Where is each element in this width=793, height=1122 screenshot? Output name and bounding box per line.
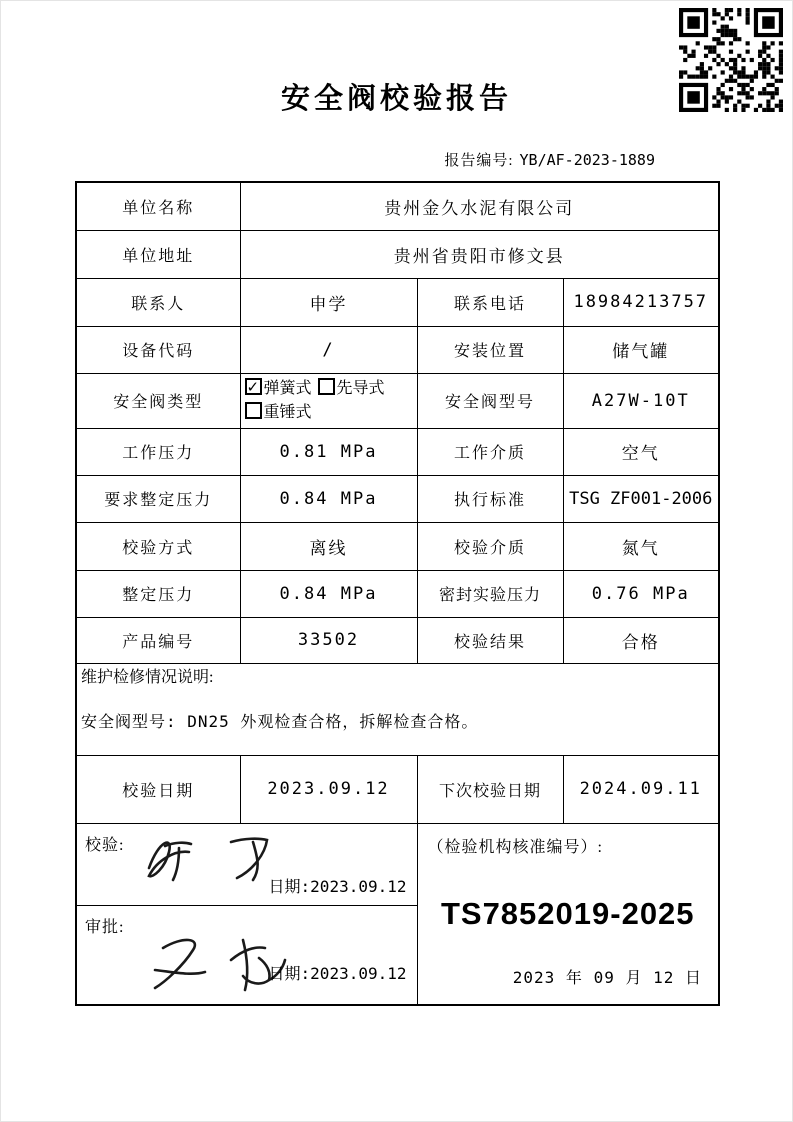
report-number-value: YB/AF-2023-1889 xyxy=(519,151,655,169)
table-row xyxy=(76,570,719,617)
field-value-valve-model: A27W-10T xyxy=(563,373,719,428)
verifier-signature-date xyxy=(269,874,407,897)
table-row xyxy=(76,663,719,755)
table-row xyxy=(76,428,719,475)
field-label-required-set-pressure: 要求整定压力 xyxy=(76,475,240,522)
field-value-working-medium: 空气 xyxy=(563,428,719,475)
table-row xyxy=(76,326,719,373)
checkbox-label: 先导式 xyxy=(336,379,385,397)
field-label-seal-test-pressure: 密封实验压力 xyxy=(417,570,563,617)
verifier-signature-cell xyxy=(76,823,417,905)
valve-type-options xyxy=(240,373,417,428)
field-value-contact-phone: 18984213757 xyxy=(563,278,719,326)
table-row xyxy=(76,823,719,905)
checkbox-label: 重锤式 xyxy=(263,403,312,421)
field-label-device-code: 设备代码 xyxy=(76,326,240,373)
checkbox-unchecked-icon xyxy=(245,402,262,419)
approver-signature-label: 审批: xyxy=(85,918,125,936)
field-value-set-pressure: 0.84 MPa xyxy=(240,570,417,617)
field-label-contact-phone: 联系电话 xyxy=(417,278,563,326)
field-value-install-position: 储气罐 xyxy=(563,326,719,373)
field-value-unit-name: 贵州金久水泥有限公司 xyxy=(240,182,719,230)
approver-signature-date xyxy=(269,961,407,984)
table-row xyxy=(76,182,719,230)
field-label-verification-date: 校验日期 xyxy=(76,755,240,823)
field-value-unit-address: 贵州省贵阳市修文县 xyxy=(240,230,719,278)
table-row xyxy=(76,755,719,823)
field-value-verification-date: 2023.09.12 xyxy=(240,755,417,823)
date-label: 日期: xyxy=(268,876,311,896)
field-label-next-verification-date: 下次校验日期 xyxy=(417,755,563,823)
table-row xyxy=(76,617,719,663)
field-label-contact-person: 联系人 xyxy=(76,278,240,326)
field-value-verification-method: 离线 xyxy=(240,522,417,570)
field-label-set-pressure: 整定压力 xyxy=(76,570,240,617)
field-label-working-pressure: 工作压力 xyxy=(76,428,240,475)
field-label-unit-address: 单位地址 xyxy=(76,230,240,278)
table-row xyxy=(76,373,719,428)
table-row xyxy=(76,522,719,570)
field-value-product-number: 33502 xyxy=(240,617,417,663)
field-value-verification-medium: 氮气 xyxy=(563,522,719,570)
field-value-next-verification-date: 2024.09.11 xyxy=(563,755,719,823)
field-value-required-set-pressure: 0.84 MPa xyxy=(240,475,417,522)
field-label-execution-standard: 执行标准 xyxy=(417,475,563,522)
field-value-seal-test-pressure: 0.76 MPa xyxy=(563,570,719,617)
table-row xyxy=(76,475,719,522)
field-label-verification-result: 校验结果 xyxy=(417,617,563,663)
verifier-signature-label: 校验: xyxy=(85,836,125,854)
field-label-valve-type: 安全阀类型 xyxy=(76,373,240,428)
field-label-verification-method: 校验方式 xyxy=(76,522,240,570)
approver-signature-cell xyxy=(76,905,417,1005)
field-label-verification-medium: 校验介质 xyxy=(417,522,563,570)
field-value-device-code: / xyxy=(240,326,417,373)
table-row xyxy=(76,230,719,278)
report-number-label: 报告编号: xyxy=(444,153,514,169)
field-value-working-pressure: 0.81 MPa xyxy=(240,428,417,475)
field-value-execution-standard: TSG ZF001-2006 xyxy=(563,475,719,522)
org-approval-cell xyxy=(417,823,719,1005)
checkbox-unchecked-icon xyxy=(318,378,335,395)
maintenance-notes-title: 维护检修情况说明: xyxy=(81,668,214,686)
field-label-product-number: 产品编号 xyxy=(76,617,240,663)
report-number xyxy=(444,149,655,170)
field-label-unit-name: 单位名称 xyxy=(76,182,240,230)
org-approval-label: （检验机构核准编号）: xyxy=(427,838,603,856)
checkbox-label: 弹簧式 xyxy=(263,379,312,397)
valve-type-option-2 xyxy=(245,401,312,425)
table-row xyxy=(76,278,719,326)
page-title: 安全阀校验报告 xyxy=(280,83,512,115)
date-value: 2023.09.12 xyxy=(310,876,407,896)
org-approval-number: TS7852019-2025 xyxy=(440,895,695,931)
maintenance-notes xyxy=(76,663,719,755)
maintenance-notes-content: 安全阀型号: DN25 外观检查合格，拆解检查合格。 xyxy=(81,711,479,731)
field-label-valve-model: 安全阀型号 xyxy=(417,373,563,428)
field-label-install-position: 安装位置 xyxy=(417,326,563,373)
valve-type-option-0 xyxy=(245,377,312,401)
org-approval-date: 2023 年 09 月 12 日 xyxy=(512,968,702,987)
field-value-verification-result: 合格 xyxy=(563,617,719,663)
report-table xyxy=(75,181,720,1006)
date-value: 2023.09.12 xyxy=(310,964,407,983)
field-value-contact-person: 申学 xyxy=(240,278,417,326)
checkbox-checked-icon xyxy=(245,378,262,395)
field-label-working-medium: 工作介质 xyxy=(417,428,563,475)
date-label: 日期: xyxy=(268,964,311,983)
valve-type-option-1 xyxy=(318,377,385,401)
